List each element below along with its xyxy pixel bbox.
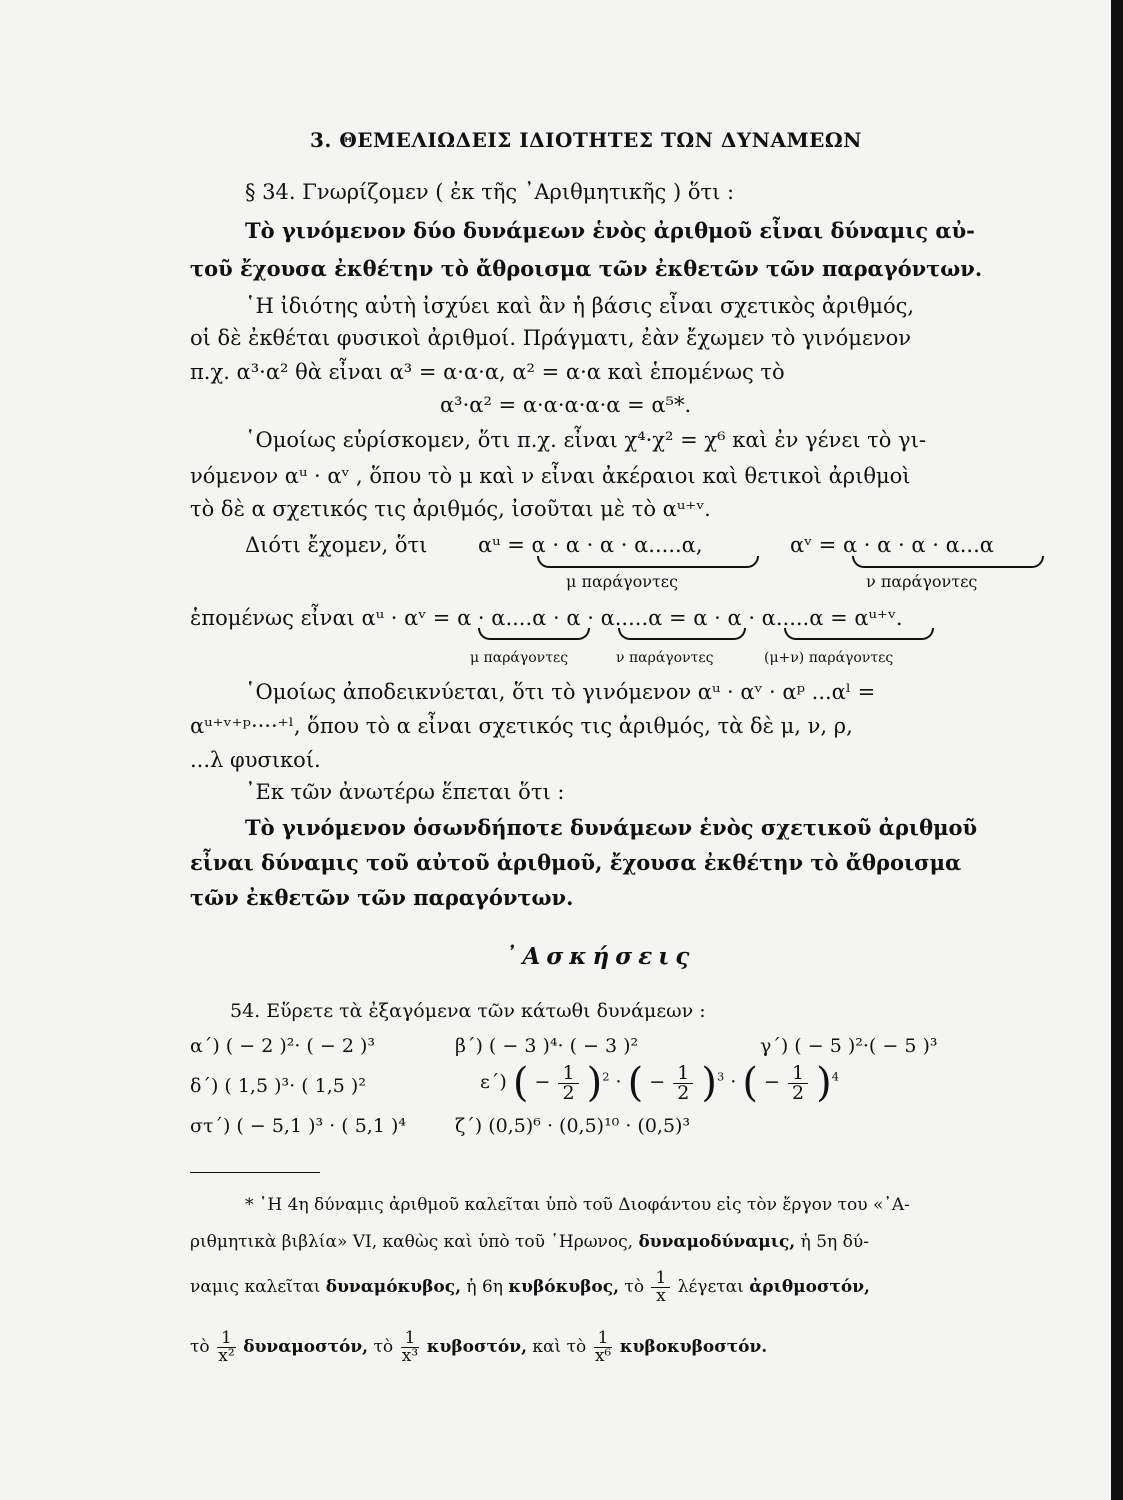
theorem-line: εἶναι δύναμις τοῦ αὐτοῦ ἀριθμοῦ, ἔχουσα ἐκθέτην τὸ ἄθροισμα: [190, 850, 962, 875]
paren: ): [586, 1060, 603, 1106]
exercise-item-e: ε΄) ( − $\frac{1}{2}$ )$^2$ · ( − $\frac{1}{2}$ )$^3$ · ( − $\frac{1}{2}$ )$^4$: [480, 1060, 839, 1106]
exponent: 2: [602, 1069, 610, 1084]
fraction: $\frac{1}{\text{x³}}$: [401, 1328, 419, 1366]
underbrace: [852, 556, 1044, 568]
footnote-text: λέγεται: [677, 1277, 744, 1297]
footnote-text: τὸ: [373, 1337, 394, 1357]
equation-mu: αᵘ = α · α · α · α.....α,: [478, 533, 703, 557]
footnote-line: [190, 1330, 767, 1365]
minus-sign: −: [763, 1071, 780, 1093]
fraction: $\frac{1}{x}$: [651, 1270, 670, 1305]
minus-sign: −: [534, 1071, 551, 1093]
brace-label: ν παράγοντες: [616, 650, 714, 666]
exercise-item: στ΄) ( − 5,1 )³ · ( 5,1 )⁴: [190, 1115, 406, 1137]
exercise-item: β΄) ( − 3 )⁴· ( − 3 )²: [455, 1035, 639, 1057]
fraction: $\frac{1}{2}$: [788, 1064, 808, 1103]
footnote-text: καὶ τὸ: [532, 1337, 587, 1357]
fraction: $\frac{1}{2}$: [558, 1064, 578, 1103]
paren: (: [742, 1060, 758, 1106]
exercise-item: γ΄) ( − 5 )²·( − 5 )³: [760, 1035, 938, 1057]
footnote-text: ἡ 6η: [466, 1277, 503, 1297]
underbrace: [618, 628, 746, 640]
paragraph-line: § 34. Γνωρίζομεν ( ἐκ τῆς ᾿Αριθμητικῆς ) ὅτι :: [245, 180, 735, 204]
brace-label: ν παράγοντες: [866, 572, 978, 591]
theorem-line: Τὸ γινόμενον δύο δυνάμεων ἑνὸς ἀριθμοῦ εἶναι δύναμις αὐ-: [245, 218, 975, 243]
theorem-line: τῶν ἐκθετῶν τῶν παραγόντων.: [190, 885, 574, 910]
brace-label: μ παράγοντες: [566, 572, 679, 591]
footnote-term: δυναμόκυβος,: [325, 1277, 461, 1297]
paren: ): [816, 1060, 832, 1106]
paragraph-line: Διότι ἔχομεν, ὅτι: [245, 533, 428, 557]
footnote-term: δυναμοστόν,: [243, 1337, 369, 1357]
exercise-item: ζ΄) (0,5)⁶ · (0,5)¹⁰ · (0,5)³: [455, 1115, 691, 1137]
underbrace: [784, 628, 934, 640]
paren: (: [512, 1060, 529, 1106]
brace-label: μ παράγοντες: [470, 650, 569, 666]
footnote-term: ἀριθμοστόν,: [749, 1277, 870, 1297]
page-edge-shadow: [1111, 0, 1123, 1500]
exercises-title: ᾿Ασκήσεις: [505, 943, 696, 970]
exercise-item: δ΄) ( 1,5 )³· ( 1,5 )²: [190, 1075, 366, 1097]
equation-line: α³·α² = α·α·α·α·α = α⁵*.: [440, 393, 692, 417]
footnote-text: ναμις καλεῖται: [190, 1277, 321, 1297]
paragraph-line: οἱ δὲ ἐκθέται φυσικοὶ ἀριθμοί. Πράγματι, ἐὰν ἔχωμεν τὸ γινόμενον: [190, 326, 911, 350]
paragraph-line: ῾Η ἰδιότης αὐτὴ ἰσχύει καὶ ἂν ἡ βάσις εἶναι σχετικὸς ἀριθμός,: [245, 294, 915, 318]
underbrace: [537, 556, 759, 568]
exponent: 4: [831, 1069, 839, 1084]
paragraph-line: τὸ δὲ α σχετικός τις ἀριθμός, ἰσοῦται μὲ τὸ αᵘ⁺ᵛ.: [190, 497, 711, 521]
minus-sign: −: [649, 1071, 666, 1093]
paren: ): [701, 1060, 717, 1106]
paragraph-line: ...λ φυσικοί.: [190, 748, 321, 772]
footnote-term: κυβόκυβος,: [508, 1277, 620, 1297]
section-heading: 3. ΘΕΜΕΛΙΩΔΕΙΣ ΙΔΙΟΤΗΤΕΣ ΤΩΝ ΔΥΝΑΜΕΩΝ: [310, 128, 862, 152]
theorem-line: τοῦ ἔχουσα ἐκθέτην τὸ ἄθροισμα τῶν ἐκθετῶν τῶν παραγόντων.: [190, 256, 983, 281]
exercise-intro: 54. Εὕρετε τὰ ἐξαγόμενα τῶν κάτωθι δυνάμεων :: [230, 1000, 706, 1022]
paragraph-line: νόμενον αᵘ · αᵛ , ὅπου τὸ μ καὶ ν εἶναι ἀκέραιοι καὶ θετικοὶ ἀριθμοὶ: [190, 464, 911, 488]
paragraph-line: π.χ. α³·α² θὰ εἶναι α³ = α·α·α, α² = α·α καὶ ἑπομένως τὸ: [190, 360, 785, 384]
paragraph-line: ῾Ομοίως ἀποδεικνύεται, ὅτι τὸ γινόμενον αᵘ · αᵛ · αᵖ ...αˡ =: [245, 680, 876, 704]
exponent: 3: [716, 1069, 725, 1084]
brace-label: (μ+ν) παράγοντες: [764, 650, 894, 666]
exercise-label: ε΄): [480, 1071, 507, 1093]
footnote-rule: [190, 1172, 320, 1173]
fraction: $\frac{1}{2}$: [673, 1064, 693, 1103]
footnote-term: δυναμοδύναμις,: [638, 1232, 796, 1252]
equation-line: ἑπομένως εἶναι αᵘ · αᵛ = α · α....α · α · α.....α = α · α · α.....α = αᵘ⁺ᵛ.: [190, 606, 903, 630]
footnote-text: ριθμητικὰ βιβλία» VI, καθὼς καὶ ὑπὸ τοῦ ῾Ηρωνος,: [190, 1232, 634, 1252]
footnote-line: [190, 1232, 869, 1252]
paragraph-line: ᾿Εκ τῶν ἀνωτέρω ἕπεται ὅτι :: [245, 780, 565, 804]
underbrace: [478, 628, 590, 640]
footnote-text: τὸ: [190, 1337, 210, 1357]
fraction: $\frac{1}{\text{x²}}$: [218, 1328, 235, 1366]
footnote-term: κυβοκυβοστόν.: [619, 1337, 768, 1357]
footnote-text: τὸ: [624, 1277, 645, 1297]
footnote-line: * ῾Η 4η δύναμις ἀριθμοῦ καλεῖται ὑπὸ τοῦ Διοφάντου εἰς τὸν ἔργον του «᾿Α-: [245, 1195, 910, 1215]
paragraph-line: ῾Ομοίως εὑρίσκομεν, ὅτι π.χ. εἶναι χ⁴·χ² = χ⁶ καὶ ἐν γένει τὸ γι-: [245, 428, 926, 452]
footnote-term: κυβοστόν,: [426, 1337, 527, 1357]
exercise-item: α΄) ( − 2 )²· ( − 2 )³: [190, 1035, 375, 1057]
theorem-line: Τὸ γινόμενον ὁσωνδήποτε δυνάμεων ἑνὸς σχετικοῦ ἀριθμοῦ: [245, 815, 978, 840]
paren: (: [627, 1060, 644, 1106]
equation-nu: αᵛ = α · α · α · α...α: [790, 533, 994, 557]
fraction: $\frac{1}{\text{x⁶}}$: [594, 1328, 612, 1366]
footnote-text: ἡ 5η δύ-: [800, 1232, 869, 1252]
footnote-line: [190, 1270, 870, 1305]
paragraph-line: αᵘ⁺ᵛ⁺ᵖ····⁺ˡ, ὅπου τὸ α εἶναι σχετικός τις ἀριθμός, τὰ δὲ μ, ν, ρ,: [190, 714, 853, 738]
